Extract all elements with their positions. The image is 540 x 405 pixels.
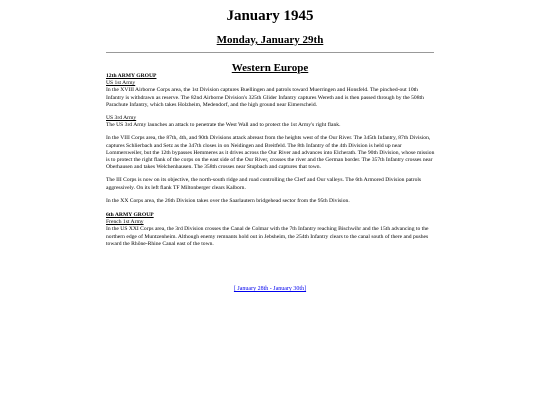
paragraph: In the XX Corps area, the 26th Division takes over the Saarlautern bridgehead sector from the 95th Division. [106, 197, 350, 204]
army-group-heading: 12th ARMY GROUP [106, 73, 157, 79]
section-title: Western Europe [231, 62, 309, 74]
content [106, 73, 436, 254]
page-title: January 1945 [226, 8, 314, 24]
army-heading-us-1st: US 1st Army [106, 80, 136, 87]
paragraph: In the US XXI Corps area, the 3rd Division crosses the Canal de Colmar with the 7th Infantry reaching Bischwihr and the 15th advancing to the northern edge of Muntzenheim. Although enemy remnants hold out in Jebsheim, the 254th Infantry clears to the canal south of there and pushes toward the Rhône-Rhine Canal east of the town. [106, 226, 429, 247]
day-navigation [0, 286, 540, 292]
army-heading-french-1st: French 1st Army [106, 219, 144, 226]
paragraph: In the XVIII Airborne Corps area, the 1st Division captures Buellingen and patrols toward Muerringen and Honsfeld. The pinched-out 10th Infantry is withdrawn as reserve. The 82nd Airborne Division's 325th Glider Infantry captures Wereth and is then passed through by the 508th Parachute Infantry, which takes Holzheim, Medendorf, and the high ground near Eimerscheid. [106, 87, 424, 108]
paragraph: In the VIII Corps area, the 87th, 4th, and 90th Divisions attack abreast from the heights west of the Our River. The 345th Infantry, 87th Division, captures Schlierbach and Setz as the 347th closes in on Neidingen and Breitfeld. The 8th Infantry of the 4th Division is held up near Lommersweiler, but the 12th bypasses Hemmeres as it drives across the Our River and advances into Elcherath. The 90th Division, whose mission is to protect the right flank of the corps on the east side of the Our River, crosses the river and the German border. The 357th Infantry crosses near Oberhausen and takes Welchenhausen. The 358th crosses near Stupbach and captures that town. [106, 135, 435, 171]
army-group-heading: 6th ARMY GROUP [106, 212, 154, 219]
army-group-6th [106, 212, 436, 248]
page-date: Monday, January 29th [216, 34, 324, 46]
army-heading-us-3rd: US 3rd Army [106, 115, 137, 122]
army-group-12th [106, 73, 436, 205]
divider [106, 52, 434, 53]
prev-next-day-link[interactable]: [ January 28th - January 30th] [233, 286, 307, 292]
paragraph: The US 3rd Army launches an attack to penetrate the West Wall and to protect the 1st Army's right flank. [106, 122, 341, 129]
paragraph: The III Corps is now on its objective, the north-south ridge and road controlling the Clerf and Our valleys. The 6th Armored Division patrols aggressively. On its left flank TF Miltonberger clears Kalborn. [106, 177, 422, 191]
